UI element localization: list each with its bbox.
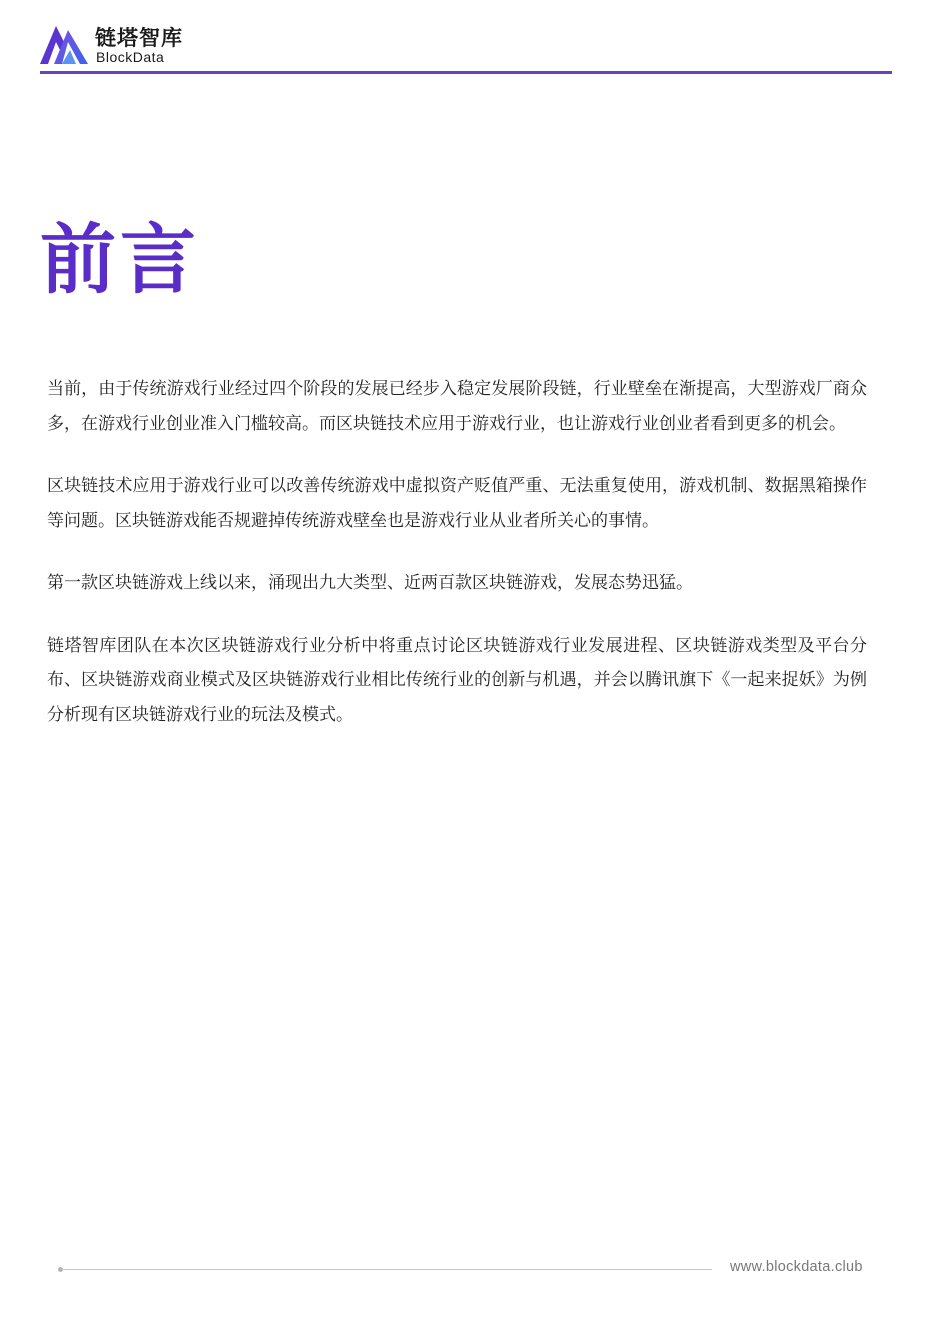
footer-website-link[interactable]: www.blockdata.club — [730, 1259, 863, 1275]
page-title: 前言 — [40, 215, 200, 304]
paragraph: 当前，由于传统游戏行业经过四个阶段的发展已经步入稳定发展阶段链，行业壁垒在渐提高，大型游戏厂商众多，在游戏行业创业准入门槛较高。而区块链技术应用于游戏行业，也让游戏行业创业者看到更多的机会。 — [47, 379, 867, 434]
preface-body — [47, 372, 867, 760]
page-header — [40, 20, 892, 70]
brand-name-en: BlockData — [96, 49, 165, 65]
mountain-peaks-logo-icon — [40, 22, 90, 64]
header-divider — [40, 71, 892, 74]
footer-divider — [62, 1269, 712, 1270]
paragraph: 第一款区块链游戏上线以来，涌现出九大类型、近两百款区块链游戏，发展态势迅猛。 — [47, 573, 693, 593]
brand-name-cn: 链塔智库 — [95, 26, 183, 50]
paragraph: 链塔智库团队在本次区块链游戏行业分析中将重点讨论区块链游戏行业发展进程、区块链游戏类型及平台分布、区块链游戏商业模式及区块链游戏行业相比传统行业的创新与机遇，并会以腾讯旗下《一起来捉妖》为例分析现有区块链游戏行业的玩法及模式。 — [47, 635, 867, 725]
paragraph: 区块链技术应用于游戏行业可以改善传统游戏中虚拟资产贬值严重、无法重复使用，游戏机制、数据黑箱操作等问题。区块链游戏能否规避掉传统游戏壁垒也是游戏行业从业者所关心的事情。 — [47, 476, 867, 531]
